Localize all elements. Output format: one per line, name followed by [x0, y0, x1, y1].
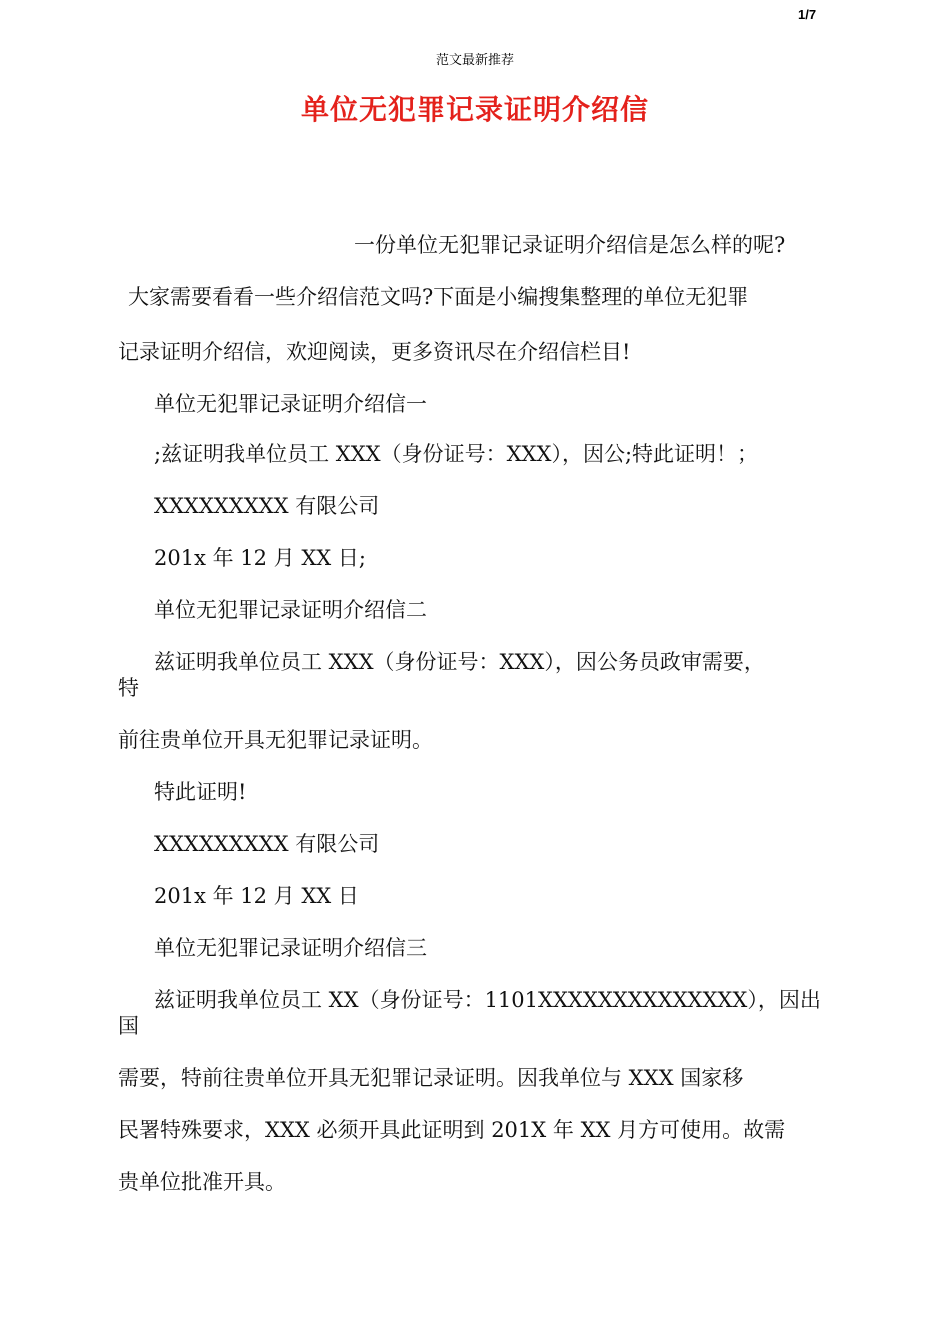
letter2-body-line-1: 兹证明我单位员工 XXX（身份证号：XXX），因公务员政审需要， — [154, 650, 765, 674]
letter3-body-line-1: 兹证明我单位员工 XX（身份证号：1101XXXXXXXXXXXXXX），因出 — [154, 988, 821, 1012]
letter2-company: XXXXXXXXX 有限公司 — [154, 832, 380, 856]
section-heading-3: 单位无犯罪记录证明介绍信三 — [154, 936, 427, 960]
letter3-body-line-2: 国 — [118, 1014, 139, 1038]
letter1-date: 201x 年 12 月 XX 日; — [154, 546, 366, 570]
document-title: 单位无犯罪记录证明介绍信 — [300, 93, 649, 126]
letter3-body-line-5: 贵单位批准开具。 — [118, 1170, 286, 1194]
letter1-body: ;兹证明我单位员工 XXX（身份证号：XXX），因公;特此证明！； — [154, 442, 759, 466]
letter1-company: XXXXXXXXX 有限公司 — [154, 494, 380, 518]
letter2-body-line-2: 特 — [118, 676, 139, 700]
intro-line-3: 记录证明介绍信，欢迎阅读，更多资讯尽在介绍信栏目! — [118, 340, 631, 364]
letter3-body-line-3: 需要，特前往贵单位开具无犯罪记录证明。因我单位与 XXX 国家移 — [118, 1066, 744, 1090]
intro-line-1: 一份单位无犯罪记录证明介绍信是怎么样的呢? — [354, 233, 786, 257]
letter2-body-line-3: 前往贵单位开具无犯罪记录证明。 — [118, 728, 433, 752]
section-heading-1: 单位无犯罪记录证明介绍信一 — [154, 392, 427, 416]
section-heading-2: 单位无犯罪记录证明介绍信二 — [154, 598, 427, 622]
intro-line-2: 大家需要看看一些介绍信范文吗?下面是小编搜集整理的单位无犯罪 — [128, 285, 749, 309]
letter3-body-line-4: 民署特殊要求，XXX 必须开具此证明到 201X 年 XX 月方可使用。故需 — [118, 1118, 786, 1142]
letter2-date: 201x 年 12 月 XX 日 — [154, 884, 359, 908]
letter2-closing: 特此证明! — [154, 780, 247, 804]
header-note: 范文最新推荐 — [435, 53, 514, 68]
page-number: 1/7 — [798, 7, 817, 22]
